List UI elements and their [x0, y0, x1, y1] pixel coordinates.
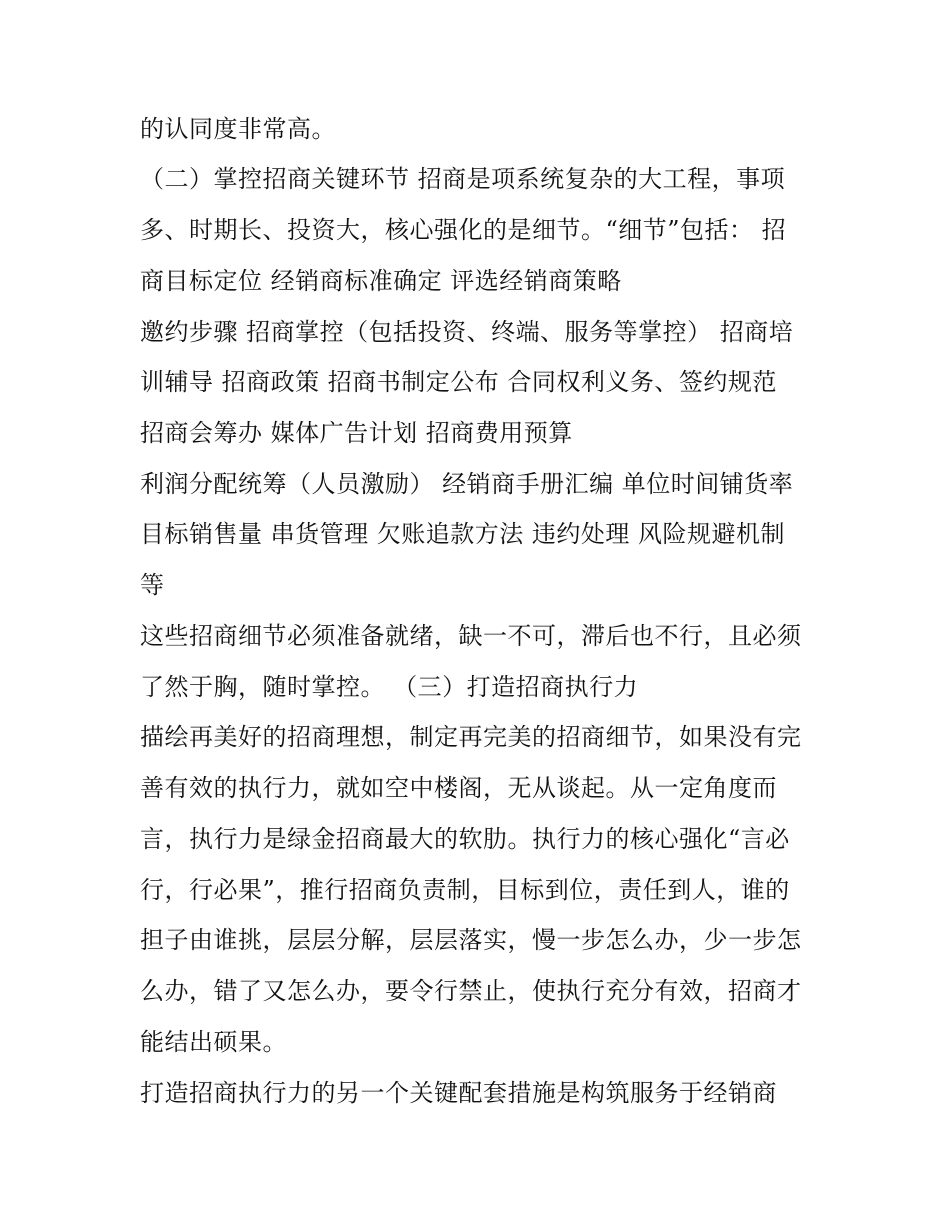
text-line: 这些招商细节必须准备就绪，缺一不可，滞后也不行，且必须 — [140, 622, 802, 650]
text-line: 等 — [140, 571, 165, 599]
text-line: （二）掌控招商关键环节 招商是项系统复杂的大工程，事项 — [140, 165, 786, 193]
text-line: 么办，错了又怎么办，要令行禁止，使执行充分有效，招商才 — [140, 977, 802, 1005]
text-line: 善有效的执行力，就如空中楼阁，无从谈起。从一定角度而 — [140, 774, 777, 802]
text-line: 目标销售量 串货管理 欠账追款方法 违约处理 风险规避机制 — [140, 520, 786, 548]
text-line: 担子由谁挑，层层分解，层层落实，慢一步怎么办，少一步怎 — [140, 926, 802, 954]
text-line: 行，行必果”，推行招商负责制，目标到位，责任到人，谁的 — [140, 876, 790, 904]
text-line: 描绘再美好的招商理想，制定再完美的招商细节，如果没有完 — [140, 723, 802, 751]
text-line: 言，执行力是绿金招商最大的软肋。执行力的核心强化“言必 — [140, 825, 790, 853]
text-line: 了然于胸，随时掌控。 （三）打造招商执行力 — [140, 673, 639, 701]
text-line: 利润分配统筹（人员激励） 经销商手册汇编 单位时间铺货率 — [140, 470, 794, 498]
text-line: 商目标定位 经销商标准确定 评选经销商策略 — [140, 267, 622, 295]
text-line: 招商会筹办 媒体广告计划 招商费用预算 — [140, 419, 573, 447]
text-line: 能结出硕果。 — [140, 1028, 287, 1056]
text-line: 训辅导 招商政策 招商书制定公布 合同权利义务、签约规范 — [140, 368, 777, 396]
text-line: 多、时期长、投资大，核心强化的是细节。“细节”包括： 招 — [140, 216, 787, 244]
text-line: 的认同度非常高。 — [140, 115, 336, 143]
text-line: 邀约步骤 招商掌控（包括投资、终端、服务等掌控） 招商培 — [140, 318, 794, 346]
text-line: 打造招商执行力的另一个关键配套措施是构筑服务于经销商 — [140, 1079, 777, 1107]
